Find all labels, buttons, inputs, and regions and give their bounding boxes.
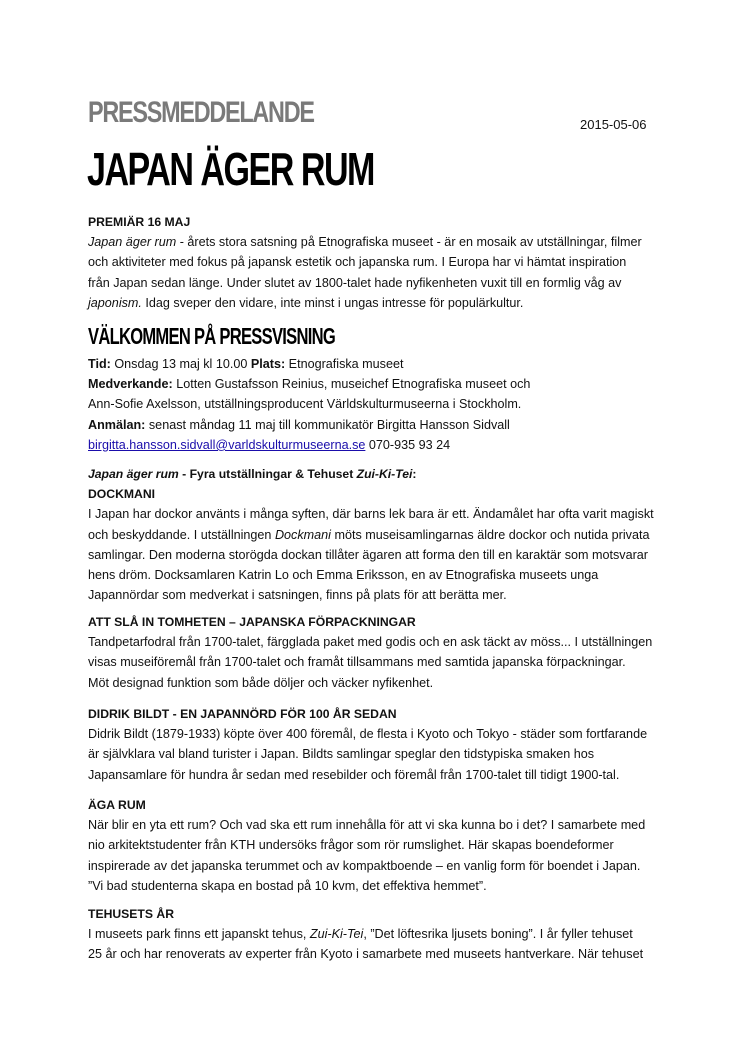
- dockmani-line: Japannördar som medverkat i satsningen, finns på plats för att berätta mer.: [88, 588, 507, 603]
- program-section: [88, 464, 678, 605]
- program-heading: Japan äger rum - Fyra utställningar & Tehuset Zui-Ki-Tei:: [88, 467, 417, 481]
- bildt-line: Japansamlare för hundra år sedan med resebilder och föremål från 1700-talet till tidigt 1900-tal.: [88, 767, 620, 782]
- agarum-line: inspirerade av det japanska terummet och av kompaktboende – en vanlig form för boendet i Japan.: [88, 858, 641, 873]
- press-heading: VÄLKOMMEN PÅ PRESSVISNING: [88, 323, 335, 349]
- dockmani-heading: DOCKMANI: [88, 487, 156, 502]
- tehuset-section: [88, 904, 678, 965]
- agarum-line: När blir en yta ett rum? Och vad ska ett rum innehålla för att vi ska kunna bo i det? I samarbete med: [88, 818, 646, 833]
- tehuset-heading: TEHUSETS ÅR: [88, 907, 174, 921]
- dockmani-line: och beskyddande. I utställningen Dockmani möts museisamlingarnas äldre dockor och nutida privata: [88, 527, 650, 542]
- intro-line: Japan äger rum - årets stora satsning på Etnografiska museet - är en mosaik av utställningar, filmer: [88, 235, 642, 250]
- bildt-section: [88, 704, 678, 785]
- tomheten-line: visas museiföremål från 1700-talet och framåt tillsammans med samtida japanska förpackningar.: [88, 655, 626, 670]
- bildt-line: är självklara val bland turister i Japan. Bildts samlingar speglar den tidstypiska smaken hos: [88, 747, 595, 762]
- press-participants-line2: Ann-Sofie Axelsson, utställningsproducent Världskulturmuseerna i Stockholm.: [88, 397, 522, 412]
- tomheten-section: [88, 612, 678, 693]
- dockmani-line: I Japan har dockor använts i många syften, där barns lek bara är ett. Ändamålet har ofta varit magiskt: [88, 507, 654, 522]
- tomheten-line: Möt designad funktion som både döljer och väcker nyfikenhet.: [88, 675, 434, 690]
- agarum-line: ”Vi bad studenterna skapa en bostad på 10 kvm, det effektiva hemmet”.: [88, 878, 487, 893]
- document-kicker: PRESSMEDDELANDE: [88, 96, 314, 129]
- press-signup-line: Anmälan: senast måndag 11 maj till kommunikatör Birgitta Hansson Sidvall: [88, 417, 510, 432]
- bildt-heading: DIDRIK BILDT - EN JAPANNÖRD FÖR 100 ÅR SEDAN: [88, 707, 397, 721]
- bildt-line: Didrik Bildt (1879-1933) köpte över 400 föremål, de flesta i Kyoto och Tokyo - städer som fortfarande: [88, 727, 648, 742]
- intro-section: [88, 212, 678, 313]
- contact-phone: 070-935 93 24: [365, 437, 451, 452]
- agarum-section: [88, 795, 678, 896]
- dockmani-line: hens dröm. Docksamlaren Katrin Lo och Emma Eriksson, en av Etnografiska museets unga: [88, 568, 599, 583]
- intro-line: från Japan sedan länge. Under slutet av 1800-talet hade nyfikenheten vuxit till en formlig våg av: [88, 275, 622, 290]
- release-date: 2015-05-06: [580, 117, 647, 132]
- agarum-heading: ÄGA RUM: [88, 798, 146, 812]
- dockmani-line: samlingar. Den moderna storögda dockan tillåter ägaren att forma den till en karaktär som motsvarar: [88, 547, 648, 562]
- press-time-line: Tid: Onsdag 13 maj kl 10.00 Plats: Etnografiska museet: [88, 357, 404, 371]
- press-participants-line: Medverkande: Lotten Gustafsson Reinius, museichef Etnografiska museet och: [88, 377, 531, 392]
- page-title: JAPAN ÄGER RUM: [87, 143, 374, 195]
- intro-line: japonism. Idag sveper den vidare, inte minst i ungas intresse för populärkultur.: [88, 295, 524, 310]
- tomheten-line: Tandpetarfodral från 1700-talet, färgglada paket med godis och en ask täckt av möss... I utställningen: [88, 635, 653, 650]
- tomheten-heading: ATT SLÅ IN TOMHETEN – JAPANSKA FÖRPACKNINGAR: [88, 615, 416, 629]
- tehuset-line: 25 år och har renoverats av experter från Kyoto i samarbete med museets hantverkare. När tehuset: [88, 947, 644, 962]
- intro-line: och aktiviteter med fokus på japansk estetik och japanska rum. I Europa har vi hämtat inspiration: [88, 255, 627, 270]
- agarum-line: nio arkitektstudenter från KTH undersöks frågor som rör rumslighet. Här skapas boendeformer: [88, 838, 614, 853]
- press-section: [88, 354, 678, 455]
- intro-heading: PREMIÄR 16 MAJ: [88, 215, 191, 229]
- tehuset-line: I museets park finns ett japanskt tehus, Zui-Ki-Tei, ”Det löftesrika ljusets boning”. I år fyller tehuset: [88, 927, 633, 942]
- contact-email-link[interactable]: birgitta.hansson.sidvall@varldskulturmuseerna.se: [88, 437, 366, 452]
- press-contact-line: [88, 435, 678, 455]
